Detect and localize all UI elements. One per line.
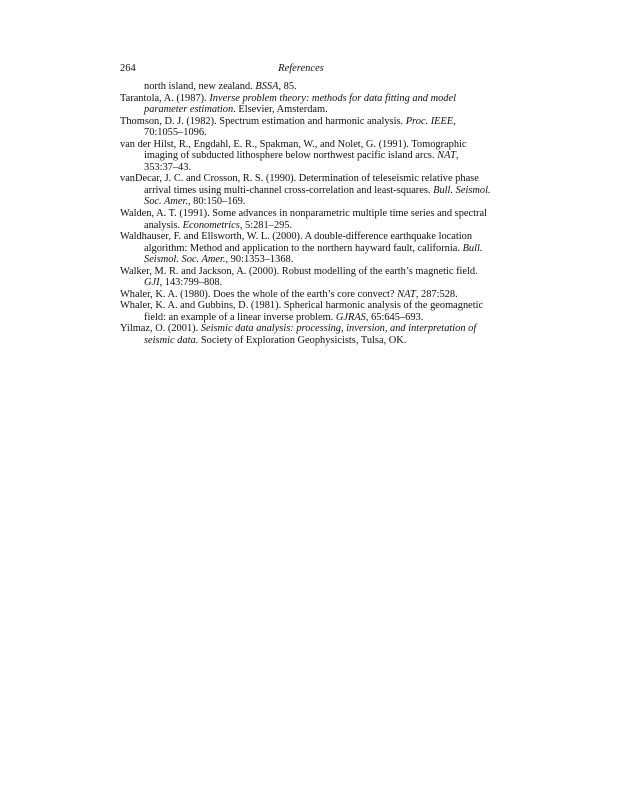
reference-line xyxy=(144,254,482,266)
text-run: , 85. xyxy=(278,81,297,92)
text-run: , 287:528. xyxy=(415,288,458,300)
italic-text: GJRAS xyxy=(335,311,366,323)
reference-line xyxy=(144,81,482,93)
reference-line xyxy=(144,277,482,289)
text-run: Walker, M. R. and Jackson, A. (2000). Robust modelling of the earth’s magnetic field. xyxy=(120,265,478,277)
text-run: Whaler, K. A. (1980). Does the whole of the earth’s core convect? xyxy=(120,288,398,300)
reference-line xyxy=(144,220,482,232)
text-run: , 90:1353–1368. xyxy=(225,254,294,266)
text-run: 70:1055–1096. xyxy=(144,127,207,139)
reference-line xyxy=(120,231,482,243)
running-head xyxy=(120,62,482,76)
reference-line xyxy=(120,173,482,185)
reference-entry xyxy=(120,323,482,346)
reference-line xyxy=(144,243,482,255)
text-run: analysis. xyxy=(144,219,183,231)
text-run: Walden, A. T. (1991). Some advances in nonparametric multiple time series and spectral xyxy=(120,208,487,220)
italic-text: parameter estimation xyxy=(144,104,234,116)
text-run: arrival times using multi-channel cross-correlation and least-squares. xyxy=(144,184,434,196)
text-run: van der Hilst, R., Engdahl, E. R., Spakman, W., and Nolet, G. (1991). Tomographic xyxy=(120,138,467,150)
italic-text: Seismol. Soc. Amer. xyxy=(144,254,226,266)
italic-text: Bull. Seismol. xyxy=(433,184,491,196)
reference-line xyxy=(144,162,482,174)
text-run: Whaler, K. A. and Gubbins, D. (1981). Spherical harmonic analysis of the geomagnetic xyxy=(120,300,484,312)
italic-text: NAT xyxy=(397,288,416,300)
italic-text: Seismic data analysis: processing, inversion, and interpretation of xyxy=(200,323,477,335)
reference-line xyxy=(144,312,482,324)
text-run: , 65:645–693. xyxy=(365,311,424,323)
reference-entry xyxy=(120,231,482,266)
reference-entry xyxy=(120,208,487,231)
text-run: , 5:281–295. xyxy=(239,219,293,231)
text-run: , 143:799–808. xyxy=(159,277,223,289)
italic-text: Soc. Amer. xyxy=(144,196,188,208)
reference-line xyxy=(144,196,482,208)
italic-text: seismic data xyxy=(144,335,196,347)
reference-entry xyxy=(120,289,482,301)
text-run: field: an example of a linear inverse problem. xyxy=(144,311,336,323)
page-number: 264 xyxy=(120,63,136,74)
reference-entry xyxy=(120,116,482,139)
italic-text: NAT xyxy=(437,150,456,162)
reference-line xyxy=(120,323,482,335)
reference-entry xyxy=(120,93,482,116)
text-run: 353:37–43. xyxy=(144,161,192,173)
reference-line xyxy=(120,208,487,220)
italic-text: BSSA xyxy=(255,81,279,92)
italic-text: Econometrics xyxy=(182,219,240,231)
italic-text: Proc. IEEE xyxy=(405,115,454,127)
text-run: vanDecar, J. C. and Crosson, R. S. (1990). Determination of teleseismic relative phase xyxy=(120,173,479,185)
text-run: . Society of Exploration Geophysicists, Tulsa, OK. xyxy=(195,335,407,347)
reference-continuation xyxy=(120,81,482,93)
reference-list xyxy=(120,81,491,347)
italic-text: Bull. xyxy=(462,242,483,254)
text-run: , 80:150–169. xyxy=(187,196,246,208)
reference-line xyxy=(120,138,482,151)
reference-entry xyxy=(120,266,482,289)
text-run: north island, new zealand. xyxy=(144,81,256,92)
reference-line xyxy=(144,127,482,139)
reference-line xyxy=(144,335,482,347)
text-run: Yilmaz, O. (2001). xyxy=(120,323,201,335)
reference-entry xyxy=(120,173,491,208)
reference-line xyxy=(144,104,482,116)
reference-entry xyxy=(120,300,482,323)
reference-line xyxy=(120,265,482,278)
reference-line xyxy=(120,288,482,301)
italic-text: Inverse problem theory: methods for data fitting and model xyxy=(209,92,456,104)
section-title: References xyxy=(278,63,324,74)
text-run: , xyxy=(453,115,456,127)
reference-line xyxy=(144,184,491,197)
reference-line xyxy=(120,300,484,312)
text-run: . Elsevier, Amsterdam. xyxy=(233,104,328,116)
text-run: Waldhauser, F. and Ellsworth, W. L. (2000). A double-difference earthquake location xyxy=(120,231,473,243)
reference-line xyxy=(120,92,482,105)
italic-text: GJI xyxy=(144,277,160,289)
text-run: Tarantola, A. (1987). xyxy=(120,92,210,104)
reference-entry xyxy=(120,139,482,174)
reference-line xyxy=(120,115,482,128)
text-run: , xyxy=(455,150,459,162)
text-run: Thomson, D. J. (1982). Spectrum estimation and harmonic analysis. xyxy=(120,115,406,127)
text-run: algorithm: Method and application to the northern hayward fault, california. xyxy=(144,242,463,254)
reference-line xyxy=(144,150,482,162)
text-run: imaging of subducted lithosphere below northwest pacific island arcs. xyxy=(144,150,438,162)
